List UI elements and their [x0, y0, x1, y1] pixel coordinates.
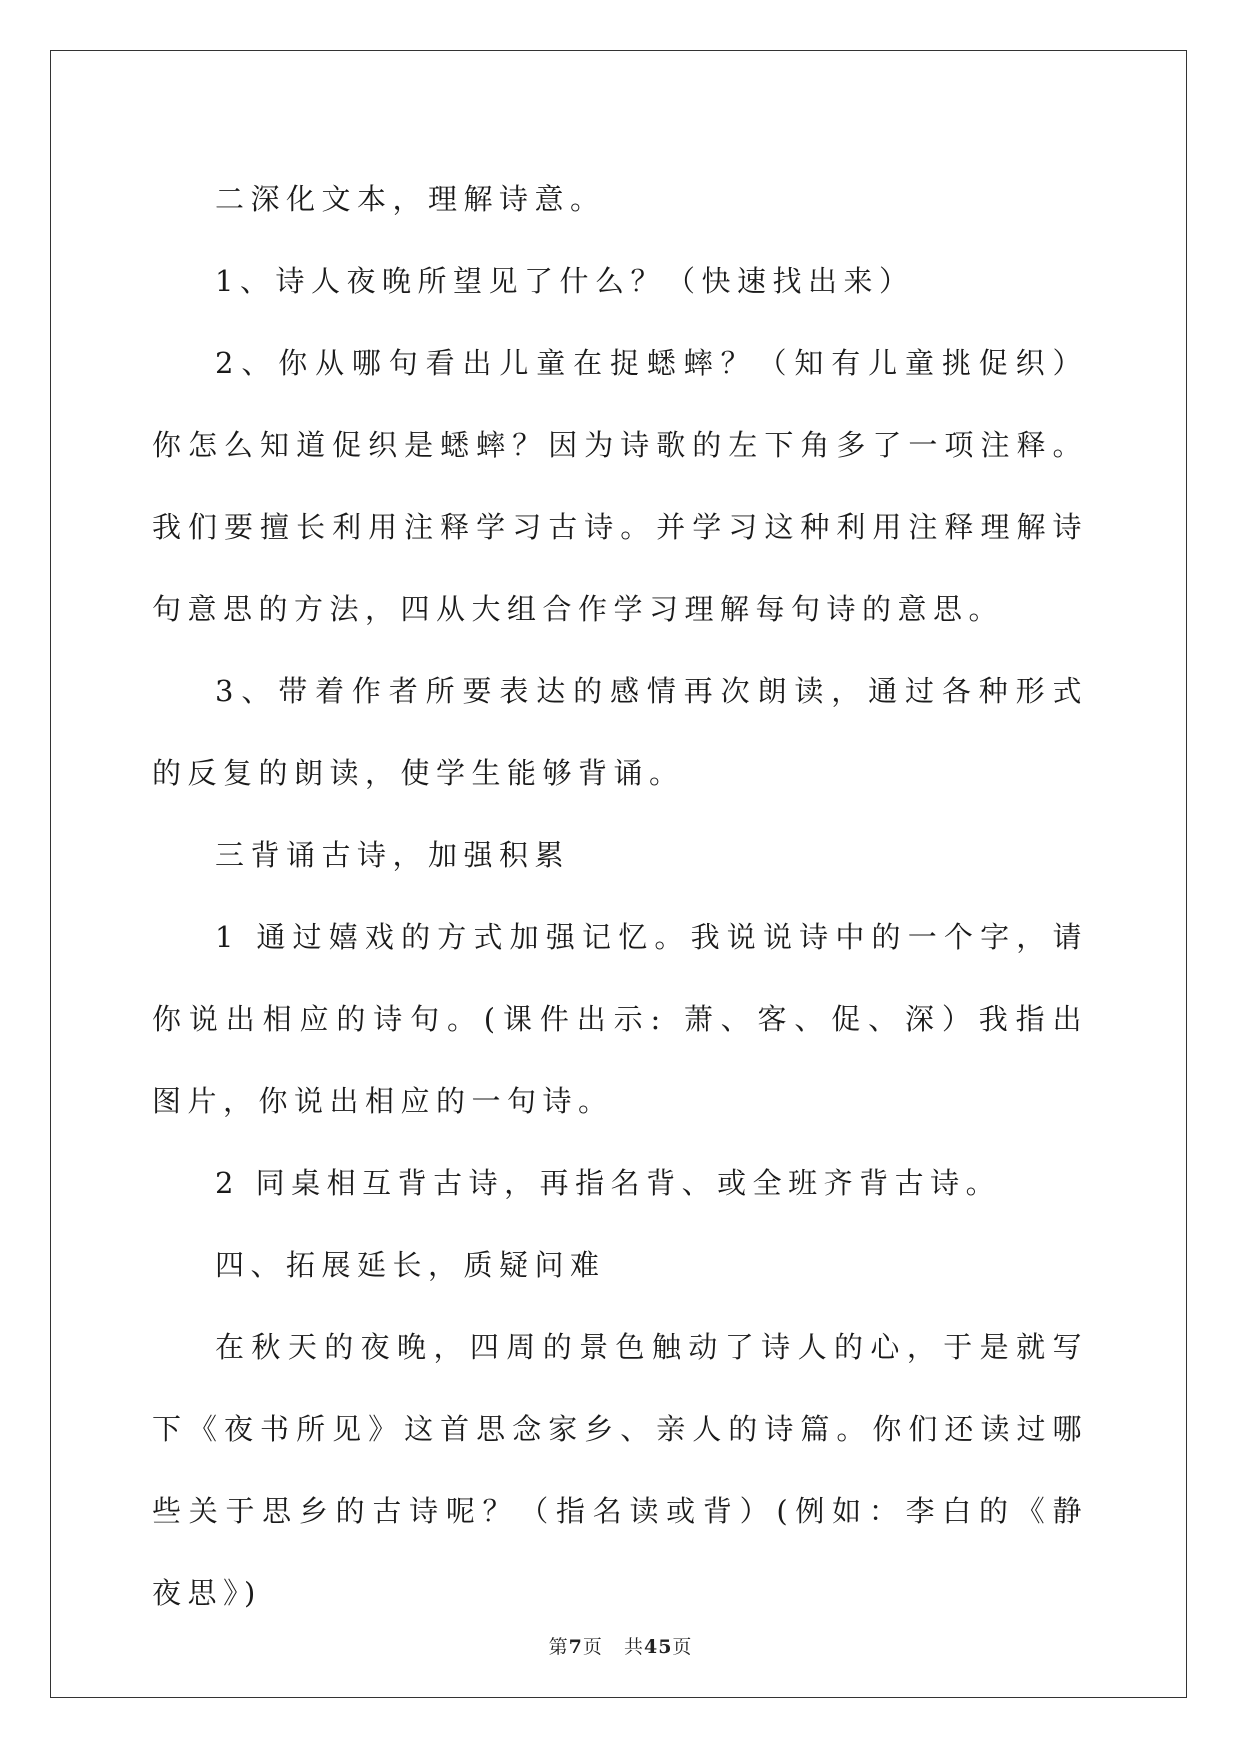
page-suffix: 页 [582, 1636, 603, 1658]
paragraph-extension: 在秋天的夜晚，四周的景色触动了诗人的心，于是就写下《夜书所见》这首思念家乡、亲人的诗篇。你们还读过哪些关于思乡的古诗呢？（指名读或背）(例如：李白的《静夜思》) [152, 1330, 1088, 1610]
page-footer [0, 1632, 1241, 1659]
paragraph-activity-2: 2 同桌相互背古诗，再指名背、或全班齐背古诗。 [215, 1166, 1002, 1200]
paragraph-question-3: 3、带着作者所要表达的感情再次朗读，通过各种形式的反复的朗读，使学生能够背诵。 [152, 674, 1088, 790]
total-suffix: 页 [672, 1636, 693, 1658]
total-prefix: 共 [623, 1636, 644, 1658]
document-body [152, 158, 1088, 1634]
paragraph-activity-1: 1 通过嬉戏的方式加强记忆。我说说诗中的一个字，请你说出相应的诗句。(课件出示: 萧、客、促、深）我指出图片，你说出相应的一句诗。 [152, 920, 1088, 1118]
total-pages: 45 [643, 1636, 673, 1658]
page-number: 7 [568, 1636, 583, 1658]
paragraph-question-1: 1、诗人夜晚所望见了什么？（快速找出来） [215, 264, 915, 298]
page-prefix: 第 [548, 1636, 569, 1658]
paragraph-question-2: 2、你从哪句看出儿童在捉蟋蟀？（知有儿童挑促织）你怎么知道促织是蟋蟀？因为诗歌的左下角多了一项注释。我们要擅长利用注释学习古诗。并学习这种利用注释理解诗句意思的方法，四从大组合作学习理解每句诗的意思。 [152, 346, 1088, 626]
paragraph-section-4-heading: 四、拓展延长，质疑问难 [215, 1248, 606, 1282]
paragraph-section-3-heading: 三背诵古诗，加强积累 [215, 838, 571, 872]
paragraph-section-2-heading: 二深化文本，理解诗意。 [215, 182, 606, 216]
